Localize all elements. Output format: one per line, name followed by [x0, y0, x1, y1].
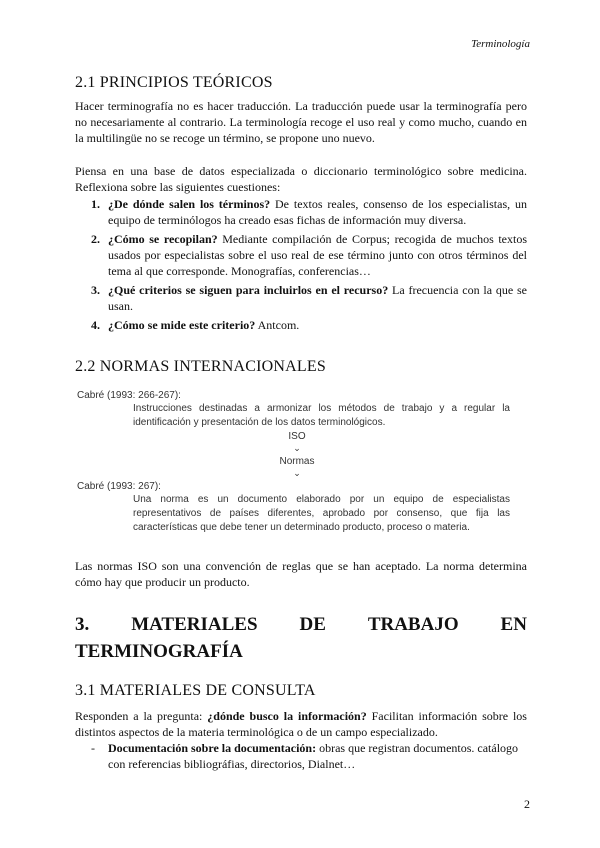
list-number: 2.: [91, 232, 100, 246]
answer-text: La frecuencia con la que se usan.: [108, 283, 527, 313]
paragraph-materiales-consulta: [75, 708, 527, 740]
list-item: [91, 317, 527, 333]
section-heading-2-2: 2.2 NORMAS INTERNACIONALES: [75, 358, 326, 375]
question-text: ¿Cómo se mide este criterio?: [108, 318, 256, 332]
list-item: [91, 282, 527, 314]
list-number: 4.: [91, 318, 100, 332]
dash-list: [75, 740, 527, 772]
heading-word: DE: [299, 614, 326, 635]
paragraph-terminografia: Hacer terminografía no es hacer traducción. La traducción puede usar la terminografía pero no necesariamente al contrario. La terminología recoge el uso real y como mucho, cuando en la multilingüe no se recoge un término, se propone uno nuevo.: [75, 99, 527, 145]
answer-text: Antcom.: [255, 318, 300, 332]
flow-iso: ISO: [288, 431, 306, 442]
bullet-bold: Documentación sobre la documentación:: [108, 741, 317, 755]
chevron-down-icon: ⌄: [293, 443, 301, 453]
section-heading-3-1: 3.1 MATERIALES DE CONSULTA: [75, 682, 316, 699]
question-text: ¿De dónde salen los términos?: [108, 197, 271, 211]
questions-list: [75, 196, 527, 336]
paragraph-lead: Responden a la pregunta:: [75, 709, 208, 723]
paragraph-normas-iso: Las normas ISO son una convención de reglas que se han aceptado. La norma determina cómo hay que producir un producto.: [75, 559, 527, 589]
heading-line-2: TERMINOGRAFÍA: [75, 641, 243, 662]
heading-word: 3.: [75, 614, 90, 635]
answer-text: Mediante compilación de Corpus; recogida de muchos textos usados por especialistas sobre el uso real de ese término junto con otros términos del tema al que corresponde. Monografías, conferencias…: [108, 232, 528, 278]
flow-normas: Normas: [279, 456, 315, 467]
heading-word: EN: [500, 614, 527, 635]
list-item: [91, 196, 528, 228]
list-number: 3.: [91, 283, 100, 297]
running-header: Terminología: [471, 38, 530, 50]
question-text: ¿Cómo se recopilan?: [108, 232, 218, 246]
bullet-rest: obras que registran documentos. catálogo con referencias bibliográfias, directorios, Dialnet…: [108, 741, 519, 771]
paragraph-rest: Facilitan información sobre los distintos aspectos de la materia terminológica o de un campo especializado.: [75, 709, 527, 739]
section-heading-2-1: 2.1 PRINCIPIOS TEÓRICOS: [75, 74, 273, 91]
quote-text-2: Una norma es un documento elaborado por un equipo de especialistas representativos de países diferentes, aprobado por consenso, que fija las características que debe tener un determinado producto, proceso o materia.: [133, 494, 510, 533]
quote-source-1: Cabré (1993: 266-267):: [77, 390, 181, 401]
dash-bullet: -: [91, 741, 95, 755]
paragraph-bold: ¿dónde busco la información?: [207, 709, 367, 723]
heading-word: TRABAJO: [367, 614, 459, 635]
answer-text: De textos reales, consenso de los especialistas, un equipo de terminólogos ha creado esas fichas de información muy diversa.: [108, 197, 528, 227]
list-item: [91, 231, 528, 279]
chapter-heading-3: [75, 611, 527, 665]
page-number: 2: [524, 797, 530, 811]
chevron-down-icon: ⌄: [293, 468, 301, 478]
question-text: ¿Qué criterios se siguen para incluirlos en el recurso?: [108, 283, 389, 297]
paragraph-reflexiona: Piensa en una base de datos especializada o diccionario terminológico sobre medicina. Reflexiona sobre las siguientes cuestiones:: [75, 164, 527, 194]
list-number: 1.: [91, 197, 100, 211]
quote-text-1: Instrucciones destinadas a armonizar los métodos de trabajo y a regular la identificación y presentación de los datos terminológicos.: [133, 403, 510, 428]
heading-word: MATERIALES: [131, 614, 258, 635]
quote-source-2: Cabré (1993: 267):: [77, 481, 161, 492]
list-item: [91, 740, 527, 772]
